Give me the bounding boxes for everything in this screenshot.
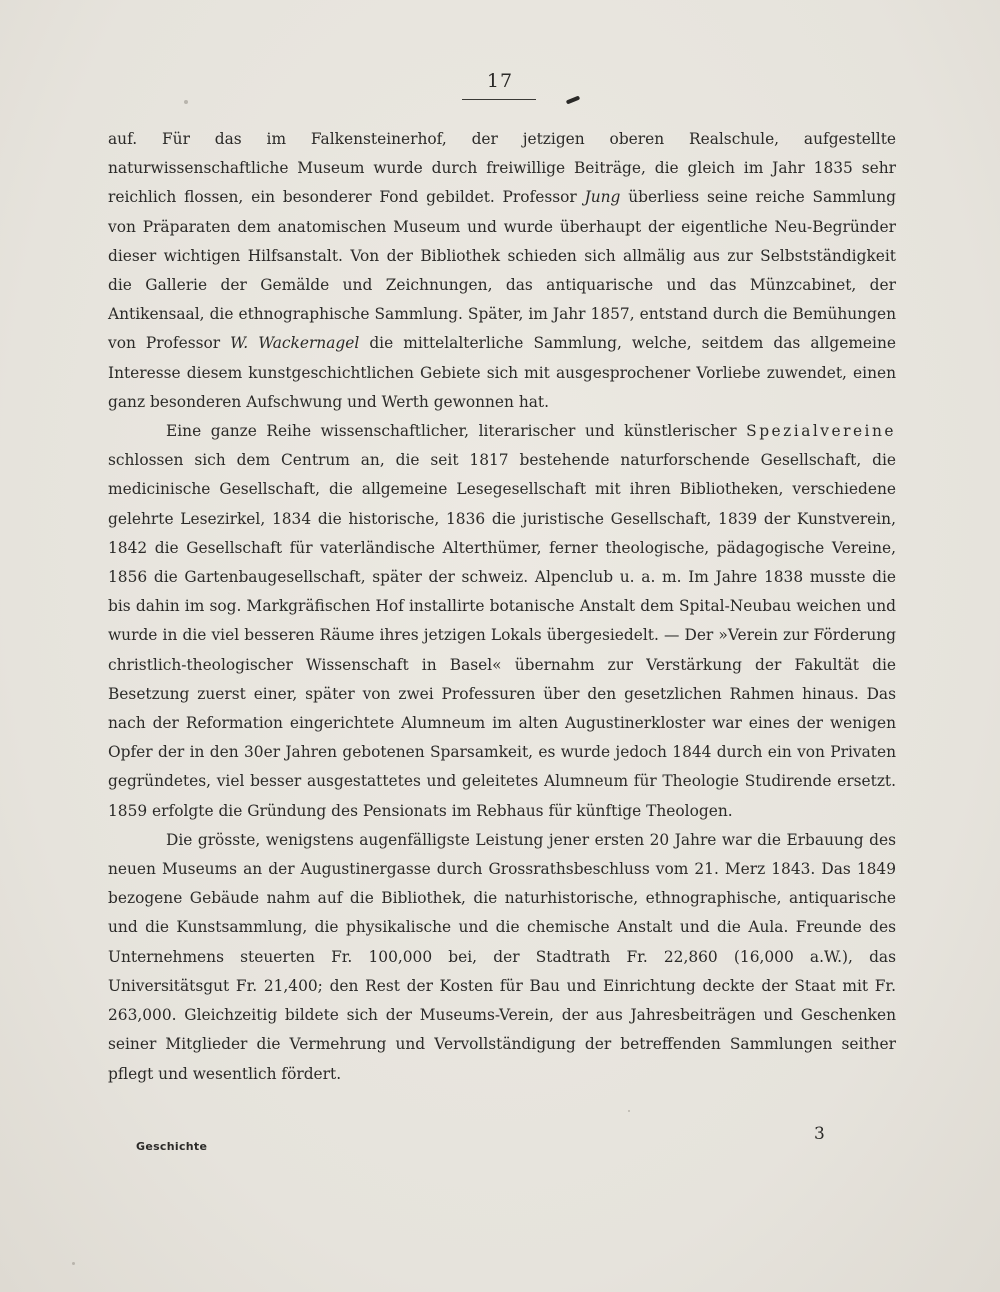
text-run: Eine ganze Reihe wissenschaftlicher, literarischer und künstlerischer	[166, 422, 747, 441]
ink-blot	[566, 96, 580, 105]
sheet-number: 3	[814, 1124, 825, 1144]
header-rule	[462, 99, 536, 100]
paper-speck	[184, 100, 188, 104]
person-name: Jung	[584, 188, 621, 207]
body-text	[108, 125, 896, 1089]
paper-speck	[72, 1262, 75, 1265]
paragraph	[108, 125, 896, 417]
text-run: die mittelalterliche Sammlung, welche, seitdem das allgemeine Interesse diesem kunstgeschichtlichen Gebiete sich mit ausgesprochener Vorliebe zuwendet, einen ganz besonderen Aufschwung und Werth gewonnen hat.	[108, 334, 896, 411]
page-number: 17	[486, 70, 514, 92]
paper-speck	[628, 1110, 630, 1112]
person-name: W. Wackernagel	[230, 334, 360, 353]
text-run: Die grösste, wenigstens augenfälligste Leistung jener ersten 20 Jahre war die Erbauung des neuen Museums an der Augustinergasse durch Grossrathsbeschluss vom 21. Merz 1843. Das 1849 bezogene Gebäude nahm auf die Bibliothek, die naturhistorische, ethnographische, antiquarische und die Kunstsammlung, die physikalische und die chemische Anstalt und die Aula. Freunde des Unternehmens steuerten Fr. 100,000 bei, der Stadtrath Fr. 22,860 (16,000 a.W.), das Universitätsgut Fr. 21,400; den Rest der Kosten für Bau und Einrichtung deckte der Staat mit Fr. 263,000. Gleichzeitig bildete sich der Museums-Verein, der aus Jahresbeiträgen und Geschenken seiner Mitglieder die Vermehrung und Vervollständigung der betreffenden Sammlungen seither pflegt und wesentlich fördert.	[108, 830, 896, 1083]
text-run: schlossen sich dem Centrum an, die seit 1817 bestehende naturforschende Gesellschaft, die medicinische Gesellschaft, die allgemeine Lesegesellschaft mit ihren Bibliotheken, verschiedene gelehrte Lesezirkel, 1834 die historische, 1836 die juristische Gesellschaft, 1839 der Kunstverein, 1842 die Gesellschaft für vaterländische Alterthümer, ferner theologische, pädagogische Vereine, 1856 die Gartenbaugesellschaft, später der schweiz. Alpenclub u. a. m. Im Jahre 1838 musste die bis dahin im sog. Markgräfischen Hof installirte botanische Anstalt dem Spital-Neubau weichen und wurde in die viel besseren Räume ihres jetzigen Lokals übergesiedelt. — Der »Verein zur Förderung christlich-theologischer Wissenschaft in Basel« übernahm zur Verstärkung der Fakultät die Besetzung zuerst einer, später von zwei Professuren über den gesetzlichen Rahmen hinaus. Das nach der Reformation eingerichtete Alumneum im alten Augustinerkloster war eines der wenigen Opfer der in den 30er Jahren gebotenen Sparsamkeit, es wurde jedoch 1844 durch ein von Privaten gegründetes, viel besser ausgestattetes und geleitetes Alumneum für Theologie Studirende ersetzt. 1859 erfolgte die Gründung des Pensionats im Rebhaus für künftige Theologen.	[108, 451, 896, 820]
spaced-emphasis: Spezialvereine	[746, 422, 896, 441]
signature-mark: Geschichte	[136, 1140, 208, 1153]
text-run: überliess seine reiche Sammlung von Präparaten dem anatomischen Museum und wurde überhaupt der eigentliche Neu-Begründer dieser wichtigen Hilfsanstalt. Von der Bibliothek schieden sich allmälig aus zur Selbstständigkeit die Gallerie der Gemälde und Zeichnungen, das antiquarische und das Münzcabinet, der Antikensaal, die ethnographische Sammlung. Später, im Jahr 1857, entstand durch die Bemühungen von Professor	[108, 188, 896, 353]
paragraph	[108, 826, 896, 1089]
text-run: auf. Für das im Falkensteinerhof, der jetzigen oberen Realschule, aufgestellte naturwissenschaftliche Museum wurde durch freiwillige Beiträge, die gleich im Jahr 1835 sehr reichlich flossen, ein besonderer Fond gebildet. Professor	[108, 130, 896, 207]
paragraph	[108, 417, 896, 826]
